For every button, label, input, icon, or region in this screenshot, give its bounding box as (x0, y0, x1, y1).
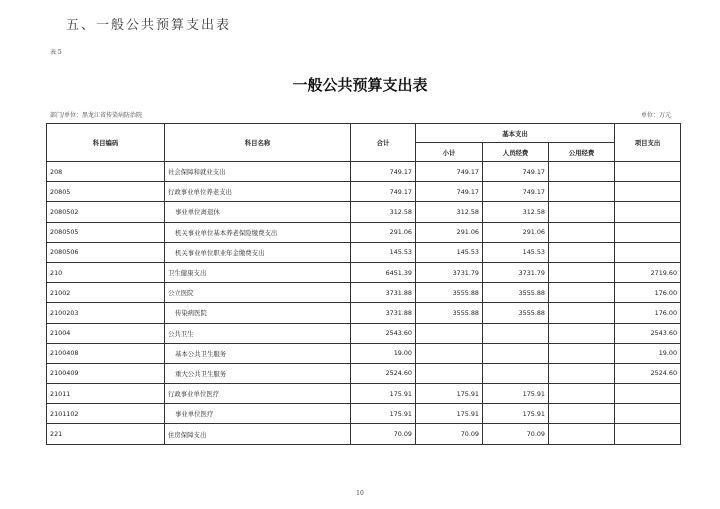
cell-name: 住房保障支出 (165, 424, 351, 444)
cell-code: 2101102 (47, 404, 165, 424)
cell-personnel: 175.91 (483, 404, 549, 424)
cell-personnel: 291.06 (483, 222, 549, 242)
cell-public (549, 323, 615, 343)
cell-subtotal: 749.17 (416, 162, 483, 182)
cell-code: 2100409 (47, 363, 165, 383)
header-public: 公用经费 (549, 143, 615, 162)
cell-project: 176.00 (615, 283, 681, 303)
cell-project (615, 384, 681, 404)
cell-code: 20805 (47, 182, 165, 202)
cell-public (549, 242, 615, 262)
cell-total: 70.09 (351, 424, 416, 444)
cell-code: 208 (47, 162, 165, 182)
table-row (47, 343, 681, 363)
table-row (47, 242, 681, 262)
cell-code: 2100408 (47, 343, 165, 363)
cell-public (549, 303, 615, 323)
cell-subtotal: 3731.79 (416, 262, 483, 282)
cell-project (615, 222, 681, 242)
cell-project (615, 202, 681, 222)
cell-name: 基本公共卫生服务 (165, 343, 351, 363)
cell-total: 3731.88 (351, 283, 416, 303)
cell-public (549, 283, 615, 303)
cell-code: 2080505 (47, 222, 165, 242)
cell-code: 221 (47, 424, 165, 444)
budget-table (46, 123, 681, 445)
cell-project: 2543.60 (615, 323, 681, 343)
unit-label: 单位：万元 (640, 112, 671, 119)
cell-subtotal: 145.53 (416, 242, 483, 262)
header-code: 科目编码 (47, 124, 165, 162)
header-personnel: 人员经费 (483, 143, 549, 162)
cell-total: 312.58 (351, 202, 416, 222)
cell-total: 6451.39 (351, 262, 416, 282)
cell-name: 行政事业单位医疗 (165, 384, 351, 404)
cell-name: 传染病医院 (165, 303, 351, 323)
department-label: 部门/单位：黑龙江省传染病防治院 (50, 112, 143, 119)
header-name: 科目名称 (165, 124, 351, 162)
cell-subtotal (416, 363, 483, 383)
cell-code: 21002 (47, 283, 165, 303)
cell-personnel: 145.53 (483, 242, 549, 262)
cell-total: 3731.88 (351, 303, 416, 323)
cell-public (549, 182, 615, 202)
cell-public (549, 384, 615, 404)
cell-project: 19.00 (615, 343, 681, 363)
cell-personnel: 3555.88 (483, 303, 549, 323)
cell-code: 2100203 (47, 303, 165, 323)
cell-public (549, 424, 615, 444)
cell-name: 事业单位离退休 (165, 202, 351, 222)
cell-subtotal: 70.09 (416, 424, 483, 444)
header-basic: 基本支出 (416, 124, 615, 143)
cell-project (615, 242, 681, 262)
cell-name: 机关事业单位基本养老保险缴费支出 (165, 222, 351, 242)
cell-subtotal: 3555.88 (416, 303, 483, 323)
cell-project: 2524.60 (615, 363, 681, 383)
cell-total: 145.53 (351, 242, 416, 262)
table-row (47, 182, 681, 202)
cell-project (615, 424, 681, 444)
table-row (47, 404, 681, 424)
cell-subtotal: 175.91 (416, 384, 483, 404)
cell-personnel: 175.91 (483, 384, 549, 404)
cell-subtotal: 312.58 (416, 202, 483, 222)
section-heading: 五、一般公共预算支出表 (66, 18, 232, 33)
cell-code: 2080502 (47, 202, 165, 222)
table-row (47, 222, 681, 242)
cell-personnel (483, 363, 549, 383)
cell-public (549, 162, 615, 182)
cell-personnel (483, 343, 549, 363)
cell-project: 176.00 (615, 303, 681, 323)
table-row (47, 363, 681, 383)
cell-subtotal: 3555.88 (416, 283, 483, 303)
cell-personnel: 3555.88 (483, 283, 549, 303)
cell-code: 2080506 (47, 242, 165, 262)
cell-name: 行政事业单位养老支出 (165, 182, 351, 202)
cell-subtotal (416, 343, 483, 363)
cell-public (549, 343, 615, 363)
cell-project (615, 404, 681, 424)
table-row (47, 262, 681, 282)
table-row (47, 162, 681, 182)
cell-subtotal: 291.06 (416, 222, 483, 242)
header-subtotal: 小计 (416, 143, 483, 162)
cell-subtotal (416, 323, 483, 343)
cell-public (549, 262, 615, 282)
cell-total: 175.91 (351, 404, 416, 424)
cell-total: 749.17 (351, 182, 416, 202)
cell-code: 210 (47, 262, 165, 282)
page-title: 一般公共预算支出表 (292, 76, 428, 94)
cell-code: 21011 (47, 384, 165, 404)
cell-total: 291.06 (351, 222, 416, 242)
cell-subtotal: 749.17 (416, 182, 483, 202)
cell-project (615, 182, 681, 202)
cell-personnel: 749.17 (483, 162, 549, 182)
cell-name: 社会保障和就业支出 (165, 162, 351, 182)
table-row (47, 303, 681, 323)
cell-personnel: 3731.79 (483, 262, 549, 282)
header-project: 项目支出 (615, 124, 681, 162)
table-row (47, 384, 681, 404)
cell-name: 公立医院 (165, 283, 351, 303)
table-number: 表 5 (50, 49, 62, 56)
cell-public (549, 363, 615, 383)
cell-name: 事业单位医疗 (165, 404, 351, 424)
cell-subtotal: 175.91 (416, 404, 483, 424)
cell-total: 175.91 (351, 384, 416, 404)
cell-personnel (483, 323, 549, 343)
table-row (47, 424, 681, 444)
cell-personnel: 749.17 (483, 182, 549, 202)
table-row (47, 202, 681, 222)
cell-project (615, 162, 681, 182)
cell-name: 机关事业单位职业年金缴费支出 (165, 242, 351, 262)
cell-personnel: 70.09 (483, 424, 549, 444)
cell-code: 21004 (47, 323, 165, 343)
cell-total: 2524.60 (351, 363, 416, 383)
cell-total: 749.17 (351, 162, 416, 182)
cell-name: 卫生健康支出 (165, 262, 351, 282)
cell-total: 2543.60 (351, 323, 416, 343)
cell-project: 2719.60 (615, 262, 681, 282)
cell-public (549, 222, 615, 242)
cell-public (549, 404, 615, 424)
table-row (47, 323, 681, 343)
table-row (47, 283, 681, 303)
cell-name: 公共卫生 (165, 323, 351, 343)
cell-total: 19.00 (351, 343, 416, 363)
header-total: 合计 (351, 124, 416, 162)
page-number: 10 (356, 490, 364, 497)
cell-public (549, 202, 615, 222)
cell-name: 重大公共卫生服务 (165, 363, 351, 383)
cell-personnel: 312.58 (483, 202, 549, 222)
